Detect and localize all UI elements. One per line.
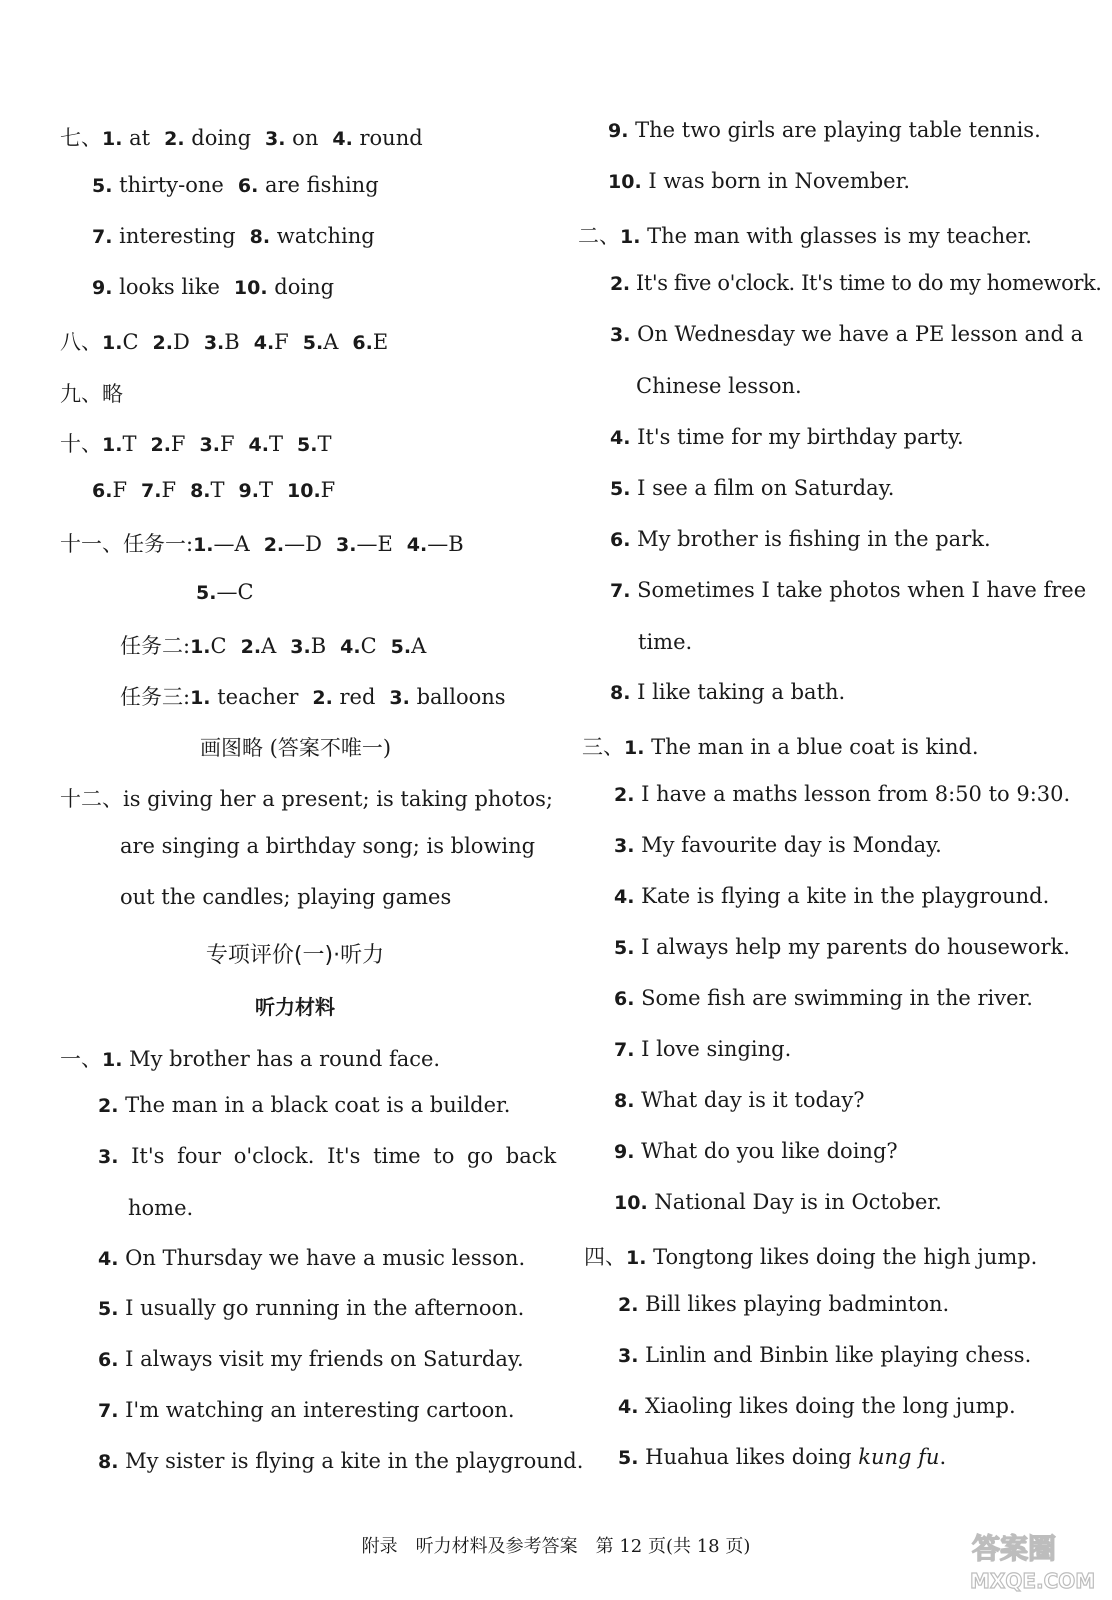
s3-item-3: 3. My favourite day is Monday.: [614, 833, 942, 857]
s3-item-8: 8. What day is it today?: [614, 1088, 865, 1112]
s3-item-1: 三、1. The man in a blue coat is kind.: [582, 735, 979, 759]
s3-item-7: 7. I love singing.: [614, 1037, 792, 1061]
s2-item-3-cont: Chinese lesson.: [636, 374, 802, 398]
q11-note: 画图略 (答案不唯一): [200, 736, 392, 760]
q7-row-1: 七、1. at 2. doing 3. on 4. round: [60, 126, 423, 150]
q8-label: 八、: [60, 330, 102, 354]
s3-item-2: 2. I have a maths lesson from 8:50 to 9:30.: [614, 782, 1071, 806]
q12-line-3: out the candles; playing games: [120, 885, 452, 909]
s2-item-7: 7. Sometimes I take photos when I have free: [610, 578, 1087, 602]
s1-item-2: 2. The man in a black coat is a builder.: [98, 1093, 511, 1117]
s2-item-4: 4. It's time for my birthday party.: [610, 425, 964, 449]
q10-row-2: 6.F 7.F 8.T 9.T 10.F: [92, 478, 336, 502]
q12-line-1: 十二、is giving her a present; is taking photos;: [60, 787, 553, 811]
q9-label: 九、: [60, 382, 102, 406]
s1-item-6: 6. I always visit my friends on Saturday.: [98, 1347, 524, 1371]
s1-item-7: 7. I'm watching an interesting cartoon.: [98, 1398, 515, 1422]
s4-item-4: 4. Xiaoling likes doing the long jump.: [618, 1394, 1016, 1418]
s4-label: 四、: [584, 1245, 626, 1269]
s1-item-8: 8. My sister is flying a kite in the playground.: [98, 1449, 584, 1473]
q7-row-3: 7. interesting 8. watching: [92, 224, 375, 248]
s1-item-3: 3. It's four o'clock. It's time to go back: [98, 1144, 557, 1168]
s2-item-7-cont: time.: [638, 630, 693, 654]
s2-item-8: 8. I like taking a bath.: [610, 680, 846, 704]
s3-item-10: 10. National Day is in October.: [614, 1190, 942, 1214]
q12-label: 十二、: [60, 787, 123, 811]
section-subtitle: 听力材料: [255, 995, 335, 1019]
s4-item-2: 2. Bill likes playing badminton.: [618, 1292, 950, 1316]
s3-item-9: 9. What do you like doing?: [614, 1139, 898, 1163]
q7-row-4: 9. looks like 10. doing: [92, 275, 335, 299]
s2-item-5: 5. I see a film on Saturday.: [610, 476, 895, 500]
task1-label: 任务一:: [123, 532, 194, 556]
s1-item-3-cont: home.: [128, 1196, 194, 1220]
s3-item-5: 5. I always help my parents do housework.: [614, 935, 1070, 959]
watermark-bottom-text: MXQE.COM: [970, 1569, 1096, 1593]
q9-row: [60, 378, 123, 408]
s3-item-6: 6. Some fish are swimming in the river.: [614, 986, 1033, 1010]
s1-item-5: 5. I usually go running in the afternoon.: [98, 1296, 525, 1320]
page-footer: 附录 听力材料及参考答案 第 12 页(共 18 页): [361, 1536, 751, 1557]
q11-label: 十一、: [60, 532, 123, 556]
q11-task2-row: 任务二:1.C 2.A 3.B 4.C 5.A: [120, 634, 427, 658]
s1-item-10: 10. I was born in November.: [608, 169, 911, 193]
s2-item-2: 2. It's five o'clock. It's time to do my homework.: [610, 271, 1102, 295]
q10-label: 十、: [60, 432, 102, 456]
s4-item-3: 3. Linlin and Binbin like playing chess.: [618, 1343, 1032, 1367]
s3-label: 三、: [582, 735, 624, 759]
s2-item-6: 6. My brother is fishing in the park.: [610, 527, 991, 551]
s1-item-9: 9. The two girls are playing table tennis.: [608, 118, 1041, 142]
q12-line-2: are singing a birthday song; is blowing: [120, 834, 536, 858]
section-title: 专项评价(一)·听力: [205, 943, 385, 968]
watermark-logo: [968, 1528, 1098, 1594]
s2-item-1: 二、1. The man with glasses is my teacher.: [578, 224, 1032, 248]
q9-text: 略: [102, 382, 123, 406]
s3-item-4: 4. Kate is flying a kite in the playground.: [614, 884, 1050, 908]
q7-label: 七、: [60, 126, 102, 150]
q11-task1-row-2: 5.—C: [196, 580, 254, 604]
s2-item-3: 3. On Wednesday we have a PE lesson and a: [610, 322, 1084, 346]
q10-row-1: 十、1.T 2.F 3.F 4.T 5.T: [60, 432, 332, 456]
s1-item-4: 4. On Thursday we have a music lesson.: [98, 1246, 526, 1270]
task2-label: 任务二:: [120, 634, 191, 658]
q11-task3-row: 任务三:1. teacher 2. red 3. balloons: [120, 685, 506, 709]
s1-item-1: 一、1. My brother has a round face.: [60, 1047, 441, 1071]
q7-row-2: 5. thirty-one 6. are fishing: [92, 173, 379, 197]
s2-label: 二、: [578, 224, 620, 248]
q8-row: 八、1.C 2.D 3.B 4.F 5.A 6.E: [60, 330, 389, 354]
watermark-top-text: 答案圈: [972, 1532, 1057, 1565]
s1-label: 一、: [60, 1047, 102, 1071]
s4-item-1: 四、1. Tongtong likes doing the high jump.: [584, 1245, 1038, 1269]
s4-item-5: 5. Huahua likes doing kung fu.: [618, 1445, 947, 1469]
q11-task1-row: 十一、任务一:1.—A 2.—D 3.—E 4.—B: [60, 532, 464, 556]
task3-label: 任务三:: [120, 685, 191, 709]
